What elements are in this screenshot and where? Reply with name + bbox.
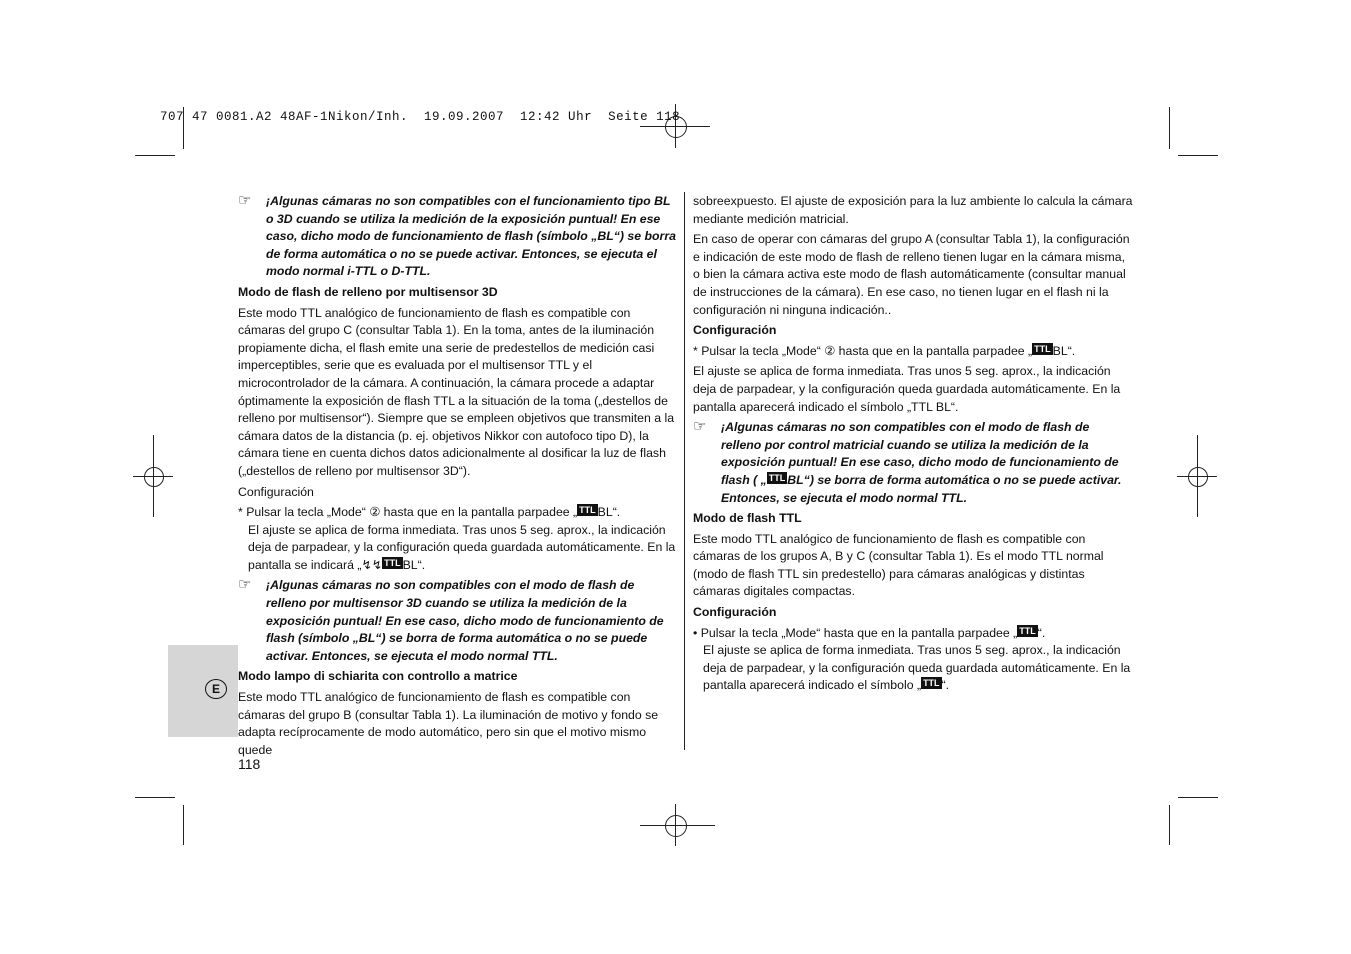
section-heading: Modo de flash de relleno por multisensor 3D — [238, 284, 498, 299]
registration-line — [640, 825, 715, 826]
language-badge: E — [205, 679, 227, 699]
registration-mark-icon — [144, 467, 164, 487]
note-block: ☞ ¡Algunas cámaras no son compatibles con el modo de flash de relleno por control matricial cuando se utiliza la medición de la exposición puntual! En ese caso, dicho modo de funcionamiento de flash ( „ TTL BL“) se borra de forma automática o no se puede activar. Entonces, se ejecuta el modo normal TTL. — [693, 418, 1122, 505]
step: • Pulsar la tecla „Mode“ hasta que en la pantalla parpadee „ TTL “. — [693, 625, 1046, 640]
paragraph: Este modo TTL analógico de funcionamiento de flash es compatible con cámaras del grupo C (consultar Tabla 1). En la toma, antes de la iluminación propiamente dicha, el flash emite una serie de predestellos de medición casi imperceptibles, serie que es evaluada por el multisensor TTL y el microcontrolador de la cámara. A continuación, la cámara procede a adaptar óptimamente la exposición de flash TTL a la situación de la toma („destellos de relleno por multisensor“). Siempre que se empleen objetivos que transmiten a la cámara datos de la distancia (p. ej. objetivos Nikkor con autofoco tipo D), la cámara tiene en cuenta dichos datos adicionalmente al dosificar la luz de flash („destellos de relleno por multisensor 3D“). — [238, 305, 675, 478]
step: * Pulsar la tecla „Mode“ ② hasta que en la pantalla parpadee „ TTL BL“. — [693, 343, 1076, 358]
ttl-icon: TTL — [1034, 343, 1051, 354]
paragraph: Este modo TTL analógico de funcionamiento de flash es compatible con cámaras de los grupos A, B y C (consultar Tabla 1). Es el modo TTL normal (modo de flash TTL sin predestello) para cámaras analógicas y distintas cámaras digitales compactas. — [693, 531, 1104, 599]
registration-line — [1177, 476, 1217, 477]
section-heading: Modo lampo di schiarita con controllo a matrice — [238, 669, 518, 684]
print-header: 707 47 0081.A2 48AF-1Nikon/Inh. 19.09.2007 12:42 Uhr Seite 118 — [160, 110, 681, 124]
registration-mark-icon — [665, 815, 687, 837]
registration-line — [133, 476, 173, 477]
subheading: Configuración — [238, 484, 314, 499]
note-block — [238, 577, 678, 665]
pointing-hand-icon: ☞ — [238, 192, 252, 209]
step-detail: El ajuste se aplica de forma inmediata. Tras unos 5 seg. aprox., la indicación deja de parpadear, y la configuración queda guardada automáticamente. En la pantalla aparecerá indicado el símbolo „ TTL “. — [703, 643, 1131, 693]
paragraph: El ajuste se aplica de forma inmediata. Tras unos 5 seg. aprox., la indicación deja de parpadear, y la configuración queda guardada automáticamente. En la pantalla aparecerá indicado el símbolo „TTL BL“. — [693, 364, 1121, 414]
left-column — [238, 193, 678, 762]
page-number: 118 — [238, 756, 261, 772]
note-text: ¡Algunas cámaras no son compatibles con el modo de flash de relleno por multisensor 3D cuando se utiliza la medición de la exposición puntual! En ese caso, dicho modo de funcionamiento de flash (símbolo „BL“) se borra de forma automática o no se puede activar. Entonces, se ejecuta el modo normal TTL. — [266, 578, 664, 663]
ttl-icon: TTL — [768, 472, 786, 483]
paragraph: En caso de operar con cámaras del grupo A (consultar Tabla 1), la configuración e indicación de este modo de flash de relleno tienen lugar en la cámara misma, o bien la cámara activa este modo de flash automáticamente (consultar manual de instrucciones de la cámara). En ese caso, no tienen lugar en el flash ni la configuración ni ninguna indicación.. — [693, 232, 1130, 317]
paragraph: Este modo TTL analógico de funcionamiento de flash es compatible con cámaras del grupo B (consultar Tabla 1). La iluminación de motivo y fondo se adapta recíprocamente de modo automático, pero sin que el motivo mismo quede — [238, 690, 659, 757]
subheading: Configuración — [693, 605, 777, 620]
subheading: Configuración — [693, 323, 777, 338]
ttl-icon: TTL — [923, 678, 940, 689]
ttl-icon: TTL — [579, 505, 596, 516]
column-divider — [684, 192, 685, 750]
crop-mark — [1169, 107, 1170, 149]
registration-line — [640, 126, 710, 127]
ttl-icon: TTL — [1019, 625, 1036, 636]
step-detail: El ajuste se aplica de forma inmediata. Tras unos 5 seg. aprox., la indicación deja de parpadear, y la configuración queda guardada automáticamente. En la pantalla se indicará „↯↯ TTL BL“. — [248, 522, 676, 572]
step: * Pulsar la tecla „Mode“ ② hasta que en la pantalla parpadee „ TTL BL“. — [238, 505, 621, 520]
registration-mark-icon — [1188, 467, 1208, 487]
crop-mark — [1178, 155, 1218, 156]
pointing-hand-icon: ☞ — [238, 576, 252, 594]
section-heading: Modo de flash TTL — [693, 511, 802, 526]
flash-symbol: ↯↯ — [361, 557, 383, 572]
crop-mark — [1178, 797, 1218, 798]
crop-mark — [135, 797, 175, 798]
ttl-icon: TTL — [384, 557, 401, 568]
crop-mark — [1169, 805, 1170, 845]
pointing-hand-icon: ☞ — [693, 418, 707, 436]
paragraph: sobreexpuesto. El ajuste de exposición para la luz ambiente lo calcula la cámara mediante medición matricial. — [693, 194, 1133, 226]
note-block — [238, 193, 678, 281]
language-tab — [168, 645, 238, 737]
right-column — [693, 193, 1133, 698]
crop-mark — [183, 805, 184, 845]
note-text: ¡Algunas cámaras no son compatibles con el funcionamiento tipo BL o 3D cuando se utiliza la medición de la exposición puntual! En ese caso, dicho modo de funcionamiento de flash (símbolo „BL“) se borra de forma automática o no se puede activar. Entonces, se ejecuta el modo normal i-TTL o D-TTL. — [266, 194, 676, 279]
crop-mark — [135, 155, 175, 156]
